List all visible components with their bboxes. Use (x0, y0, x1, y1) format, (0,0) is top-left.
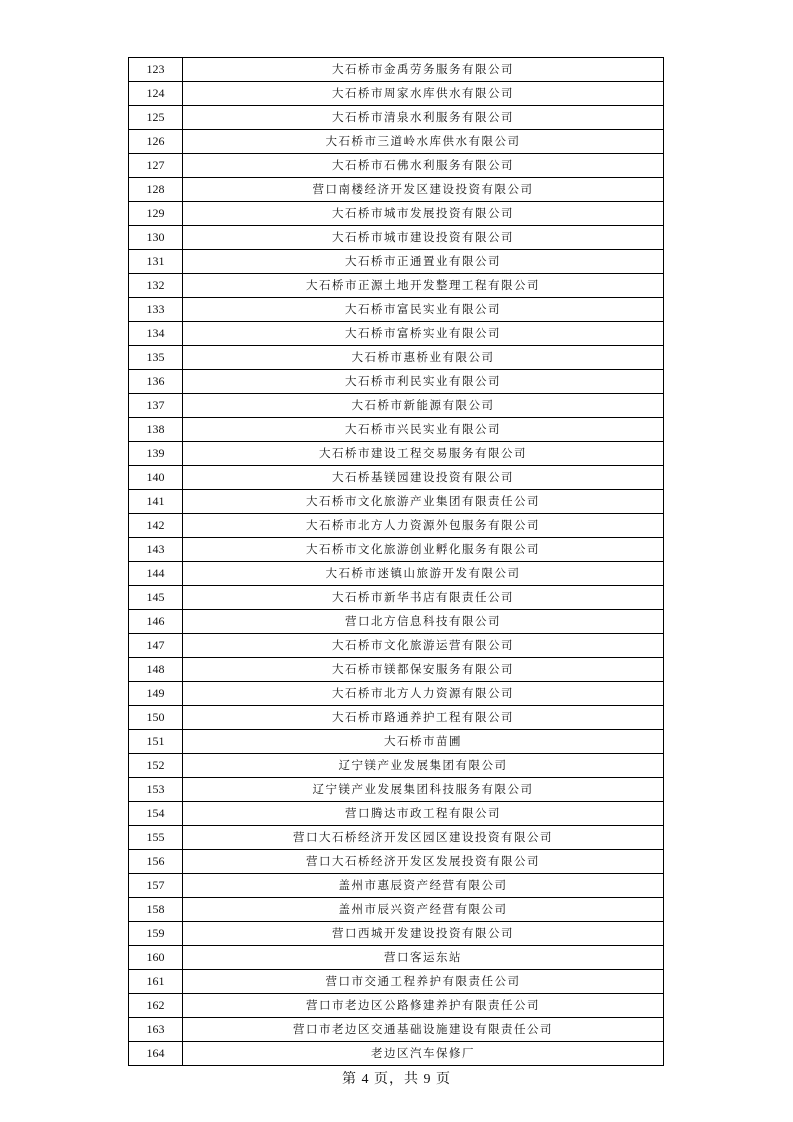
row-number: 144 (129, 562, 183, 586)
row-number: 137 (129, 394, 183, 418)
company-name: 营口北方信息科技有限公司 (183, 610, 664, 634)
company-name: 大石桥市金禹劳务服务有限公司 (183, 58, 664, 82)
row-number: 155 (129, 826, 183, 850)
company-name: 营口市老边区交通基础设施建设有限责任公司 (183, 1018, 664, 1042)
company-name: 营口大石桥经济开发区园区建设投资有限公司 (183, 826, 664, 850)
row-number: 145 (129, 586, 183, 610)
company-name: 营口大石桥经济开发区发展投资有限公司 (183, 850, 664, 874)
row-number: 159 (129, 922, 183, 946)
table-row (129, 322, 664, 346)
table-row (129, 898, 664, 922)
table-row (129, 850, 664, 874)
company-name: 大石桥市正通置业有限公司 (183, 250, 664, 274)
company-name: 营口市交通工程养护有限责任公司 (183, 970, 664, 994)
table-row (129, 418, 664, 442)
table-row (129, 346, 664, 370)
company-name: 大石桥市文化旅游产业集团有限责任公司 (183, 490, 664, 514)
company-name: 盖州市惠辰资产经营有限公司 (183, 874, 664, 898)
table-row (129, 82, 664, 106)
table-row (129, 610, 664, 634)
row-number: 164 (129, 1042, 183, 1066)
row-number: 136 (129, 370, 183, 394)
row-number: 124 (129, 82, 183, 106)
table-row (129, 106, 664, 130)
table-row (129, 202, 664, 226)
table-row (129, 826, 664, 850)
table-row (129, 994, 664, 1018)
table-row (129, 1042, 664, 1066)
table-row (129, 178, 664, 202)
table-row (129, 778, 664, 802)
company-name: 营口客运东站 (183, 946, 664, 970)
table-row (129, 274, 664, 298)
table-row (129, 874, 664, 898)
table-row (129, 706, 664, 730)
company-name: 大石桥市石佛水利服务有限公司 (183, 154, 664, 178)
row-number: 143 (129, 538, 183, 562)
table-row (129, 130, 664, 154)
company-name: 大石桥市建设工程交易服务有限公司 (183, 442, 664, 466)
row-number: 123 (129, 58, 183, 82)
row-number: 142 (129, 514, 183, 538)
row-number: 149 (129, 682, 183, 706)
company-name: 营口腾达市政工程有限公司 (183, 802, 664, 826)
row-number: 152 (129, 754, 183, 778)
table-row (129, 154, 664, 178)
table-row (129, 514, 664, 538)
company-name: 老边区汽车保修厂 (183, 1042, 664, 1066)
company-name: 大石桥市文化旅游创业孵化服务有限公司 (183, 538, 664, 562)
table-row (129, 466, 664, 490)
company-name: 大石桥市城市发展投资有限公司 (183, 202, 664, 226)
table-row (129, 946, 664, 970)
row-number: 158 (129, 898, 183, 922)
company-name: 大石桥市路通养护工程有限公司 (183, 706, 664, 730)
company-name: 大石桥市镁都保安服务有限公司 (183, 658, 664, 682)
company-name: 营口市老边区公路修建养护有限责任公司 (183, 994, 664, 1018)
row-number: 140 (129, 466, 183, 490)
row-number: 133 (129, 298, 183, 322)
company-table (128, 57, 664, 1066)
company-name: 大石桥市苗圃 (183, 730, 664, 754)
company-name: 大石桥市清泉水利服务有限公司 (183, 106, 664, 130)
table-row (129, 1018, 664, 1042)
row-number: 154 (129, 802, 183, 826)
company-name: 大石桥市富桥实业有限公司 (183, 322, 664, 346)
company-name: 大石桥市迷镇山旅游开发有限公司 (183, 562, 664, 586)
company-name: 盖州市辰兴资产经营有限公司 (183, 898, 664, 922)
company-name: 辽宁镁产业发展集团科技服务有限公司 (183, 778, 664, 802)
table-row (129, 562, 664, 586)
row-number: 150 (129, 706, 183, 730)
company-name: 大石桥市文化旅游运营有限公司 (183, 634, 664, 658)
table-row (129, 394, 664, 418)
company-name: 大石桥市三道岭水库供水有限公司 (183, 130, 664, 154)
company-name: 辽宁镁产业发展集团有限公司 (183, 754, 664, 778)
table-row (129, 682, 664, 706)
row-number: 148 (129, 658, 183, 682)
table-row (129, 970, 664, 994)
row-number: 141 (129, 490, 183, 514)
row-number: 160 (129, 946, 183, 970)
company-name: 营口南楼经济开发区建设投资有限公司 (183, 178, 664, 202)
company-name: 大石桥市周家水库供水有限公司 (183, 82, 664, 106)
table-row (129, 298, 664, 322)
row-number: 130 (129, 226, 183, 250)
table-row (129, 490, 664, 514)
row-number: 135 (129, 346, 183, 370)
table-row (129, 634, 664, 658)
row-number: 134 (129, 322, 183, 346)
row-number: 132 (129, 274, 183, 298)
company-name: 大石桥市北方人力资源外包服务有限公司 (183, 514, 664, 538)
table-row (129, 586, 664, 610)
company-name: 大石桥基镁园建设投资有限公司 (183, 466, 664, 490)
row-number: 126 (129, 130, 183, 154)
table-row (129, 226, 664, 250)
page-footer: 第 4 页，共 9 页 (342, 1072, 451, 1087)
row-number: 156 (129, 850, 183, 874)
company-name: 大石桥市北方人力资源有限公司 (183, 682, 664, 706)
table-row (129, 802, 664, 826)
table-row (129, 538, 664, 562)
company-name: 大石桥市正源土地开发整理工程有限公司 (183, 274, 664, 298)
row-number: 127 (129, 154, 183, 178)
table-row (129, 658, 664, 682)
table-row (129, 250, 664, 274)
row-number: 151 (129, 730, 183, 754)
row-number: 125 (129, 106, 183, 130)
row-number: 157 (129, 874, 183, 898)
table-row (129, 754, 664, 778)
table-row (129, 58, 664, 82)
row-number: 129 (129, 202, 183, 226)
row-number: 131 (129, 250, 183, 274)
company-name: 大石桥市利民实业有限公司 (183, 370, 664, 394)
table-row (129, 442, 664, 466)
row-number: 138 (129, 418, 183, 442)
row-number: 146 (129, 610, 183, 634)
row-number: 147 (129, 634, 183, 658)
table-row (129, 922, 664, 946)
table-row (129, 730, 664, 754)
company-name: 大石桥市富民实业有限公司 (183, 298, 664, 322)
company-name: 大石桥市城市建设投资有限公司 (183, 226, 664, 250)
company-name: 大石桥市兴民实业有限公司 (183, 418, 664, 442)
row-number: 128 (129, 178, 183, 202)
company-name: 营口西城开发建设投资有限公司 (183, 922, 664, 946)
row-number: 162 (129, 994, 183, 1018)
row-number: 163 (129, 1018, 183, 1042)
company-name: 大石桥市惠桥业有限公司 (183, 346, 664, 370)
company-table-body (129, 58, 664, 1066)
company-name: 大石桥市新能源有限公司 (183, 394, 664, 418)
table-row (129, 370, 664, 394)
row-number: 139 (129, 442, 183, 466)
row-number: 161 (129, 970, 183, 994)
row-number: 153 (129, 778, 183, 802)
company-name: 大石桥市新华书店有限责任公司 (183, 586, 664, 610)
